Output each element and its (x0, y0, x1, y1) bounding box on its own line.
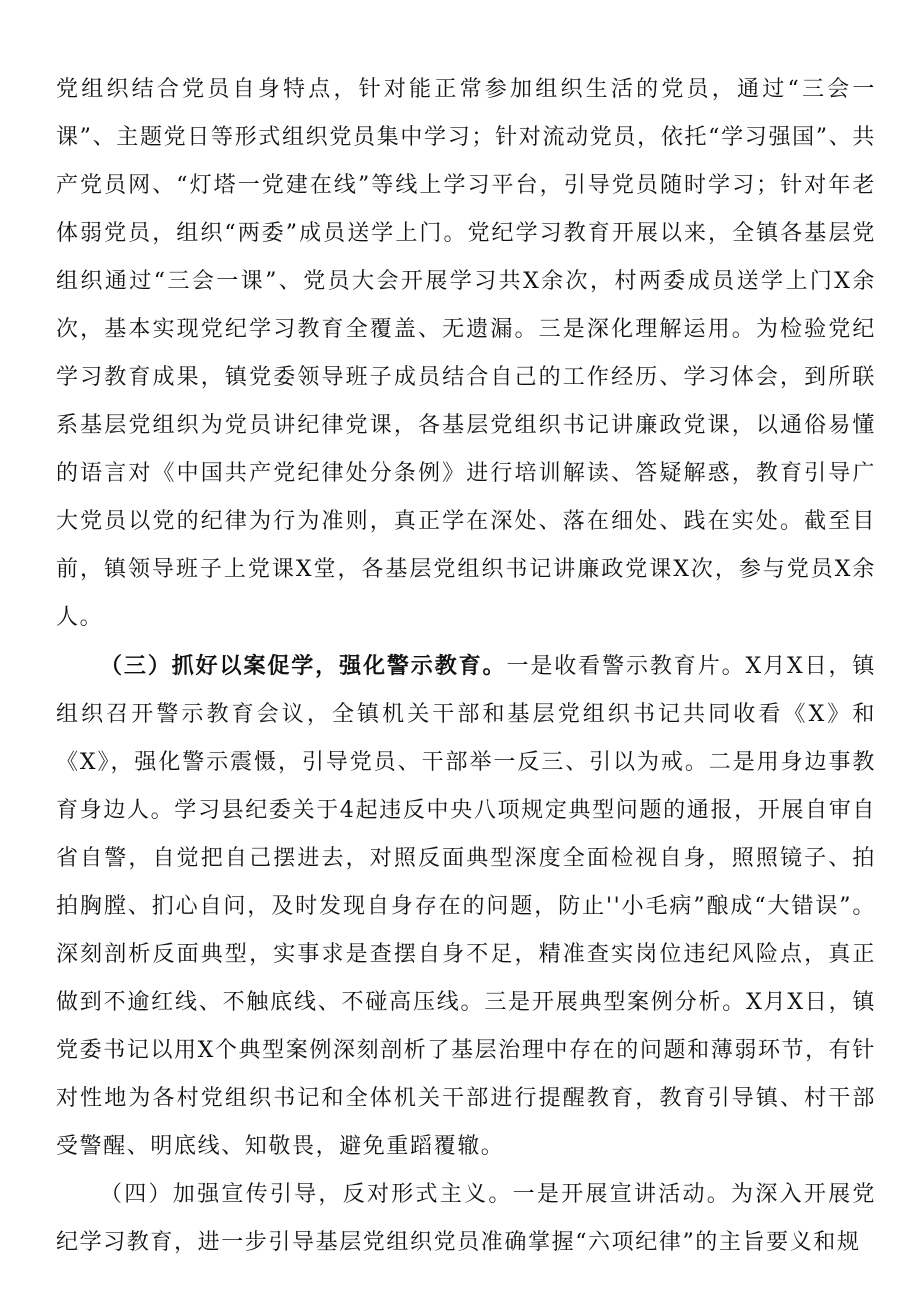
section-4-paragraph (56, 1171, 876, 1267)
section-3-paragraph (56, 642, 876, 1171)
document-body (56, 66, 876, 1267)
section-4-body: 一是开展宣讲活动。为深入开展党纪学习教育，进一步引导基层党组织党员准确掌握“六项纪律”的主旨要义和规 (56, 1182, 876, 1255)
paragraph-1-text: 党组织结合党员自身特点，针对能正常参加组织生活的党员，通过“三会一课”、主题党日等形式组织党员集中学习；针对流动党员，依托“学习强国”、共产党员网、“灯塔一党建在线”等线上学习平台，引导党员随时学习；针对年老体弱党员，组织“两委”成员送学上门。党纪学习教育开展以来，全镇各基层党组织通过“三会一课”、党员大会开展学习共X余次，村两委成员送学上门X余次，基本实现党纪学习教育全覆盖、无遗漏。三是深化理解运用。为检验党纪学习教育成果，镇党委领导班子成员结合自己的工作经历、学习体会，到所联系基层党组织为党员讲纪律党课，各基层党组织书记讲廉政党课，以通俗易懂的语言对《中国共产党纪律处分条例》进行培训解读、答疑解惑，教育引导广大党员以党的纪律为行为准则，真正学在深处、落在细处、践在实处。截至目前，镇领导班子上党课X堂，各基层党组织书记讲廉政党课X次，参与党员X余人。 (56, 77, 876, 630)
section-3-body: 一是收看警示教育片。X月X日，镇组织召开警示教育会议，全镇机关干部和基层党组织书记共同收看《X》和《X》，强化警示震慑，引导党员、干部举一反三、引以为戒。二是用身边事教育身边人。学习县纪委关于4起违反中央八项规定典型问题的通报，开展自审自省自警，自觉把自己摆进去，对照反面典型深度全面检视自身，照照镜子、拍拍胸膛、扪心自问，及时发现自身存在的问题，防止''小毛病”酿成“大错误”。深刻剖析反面典型，实事求是查摆自身不足，精准查实岗位违纪风险点，真正做到不逾红线、不触底线、不碰高压线。三是开展典型案例分析。X月X日，镇党委书记以用X个典型案例深刻剖析了基层治理中存在的问题和薄弱环节，有针对性地为各村党组织书记和全体机关干部进行提醒教育，教育引导镇、村干部受警醒、明底线、知敬畏，避免重蹈覆辙。 (56, 654, 876, 1159)
section-4-heading: （四）加强宣传引导，反对形式主义。 (100, 1182, 513, 1207)
section-3-heading: （三）抓好以案促学，强化警示教育。 (100, 653, 507, 679)
paragraph-continued (56, 66, 876, 642)
